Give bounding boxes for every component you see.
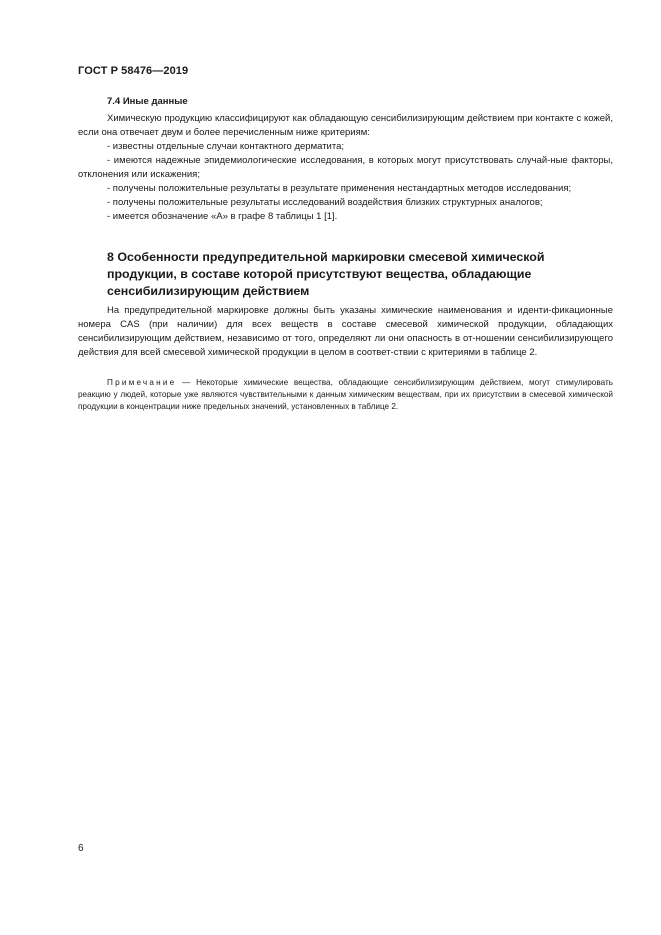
criterion-item: - имеется обозначение «А» в графе 8 таблицы 1 [1]. <box>107 211 338 222</box>
section-8-title: 8 Особенности предупредительной маркировки смесевой химической продукции, в составе которой присутствуют вещества, обладающие сенсибилизирующим действием <box>107 250 545 298</box>
criterion-item: - известны отдельные случаи контактного дерматита; <box>107 141 345 152</box>
section-8-paragraph: На предупредительной маркировке должны быть указаны химические наименования и иденти-фикационные номера CAS (при наличии) для всех веществ в составе смесевой химической продукции, обладающих сенсибилизирующим действием, независимо от того, определяют ли они опасность в от-ношении сенсибилизирующего действия для всей смесевой химической продукции в целом в соответ-ствии с критериями в таблице 2. <box>78 305 613 358</box>
page-number: 6 <box>78 843 84 854</box>
document-header: ГОСТ Р 58476—2019 <box>78 65 189 77</box>
section-8-body <box>78 304 613 360</box>
note-label: Примечание <box>107 378 177 387</box>
section-8-note <box>78 377 613 414</box>
criterion-item: - получены положительные результаты исследований воздействия близких структурных аналогов; <box>107 197 543 208</box>
section-7-4-body <box>78 112 613 224</box>
section-7-4-intro: Химическую продукцию классифицируют как обладающую сенсибилизирующим действием при контакте с кожей, если она отвечает двум и более перечисленным ниже критериям: <box>78 113 613 138</box>
section-7-4-title: 7.4 Иные данные <box>107 96 188 107</box>
criterion-item: - получены положительные результаты в результате применения нестандартных методов исследования; <box>107 183 572 194</box>
note-text: — Некоторые химические вещества, обладающие сенсибилизирующим действием, могут стимулировать реакцию у людей, которые уже являются чувствительными к данным химическим веществам, при их присутствии в смесевой химической продукции в концентрации ниже предельных значений, установленных в таблице 2. <box>78 378 613 412</box>
criterion-item: - имеются надежные эпидемиологические исследования, в которых могут присутствовать случай-ные факторы, отклонения или искажения; <box>78 155 613 180</box>
